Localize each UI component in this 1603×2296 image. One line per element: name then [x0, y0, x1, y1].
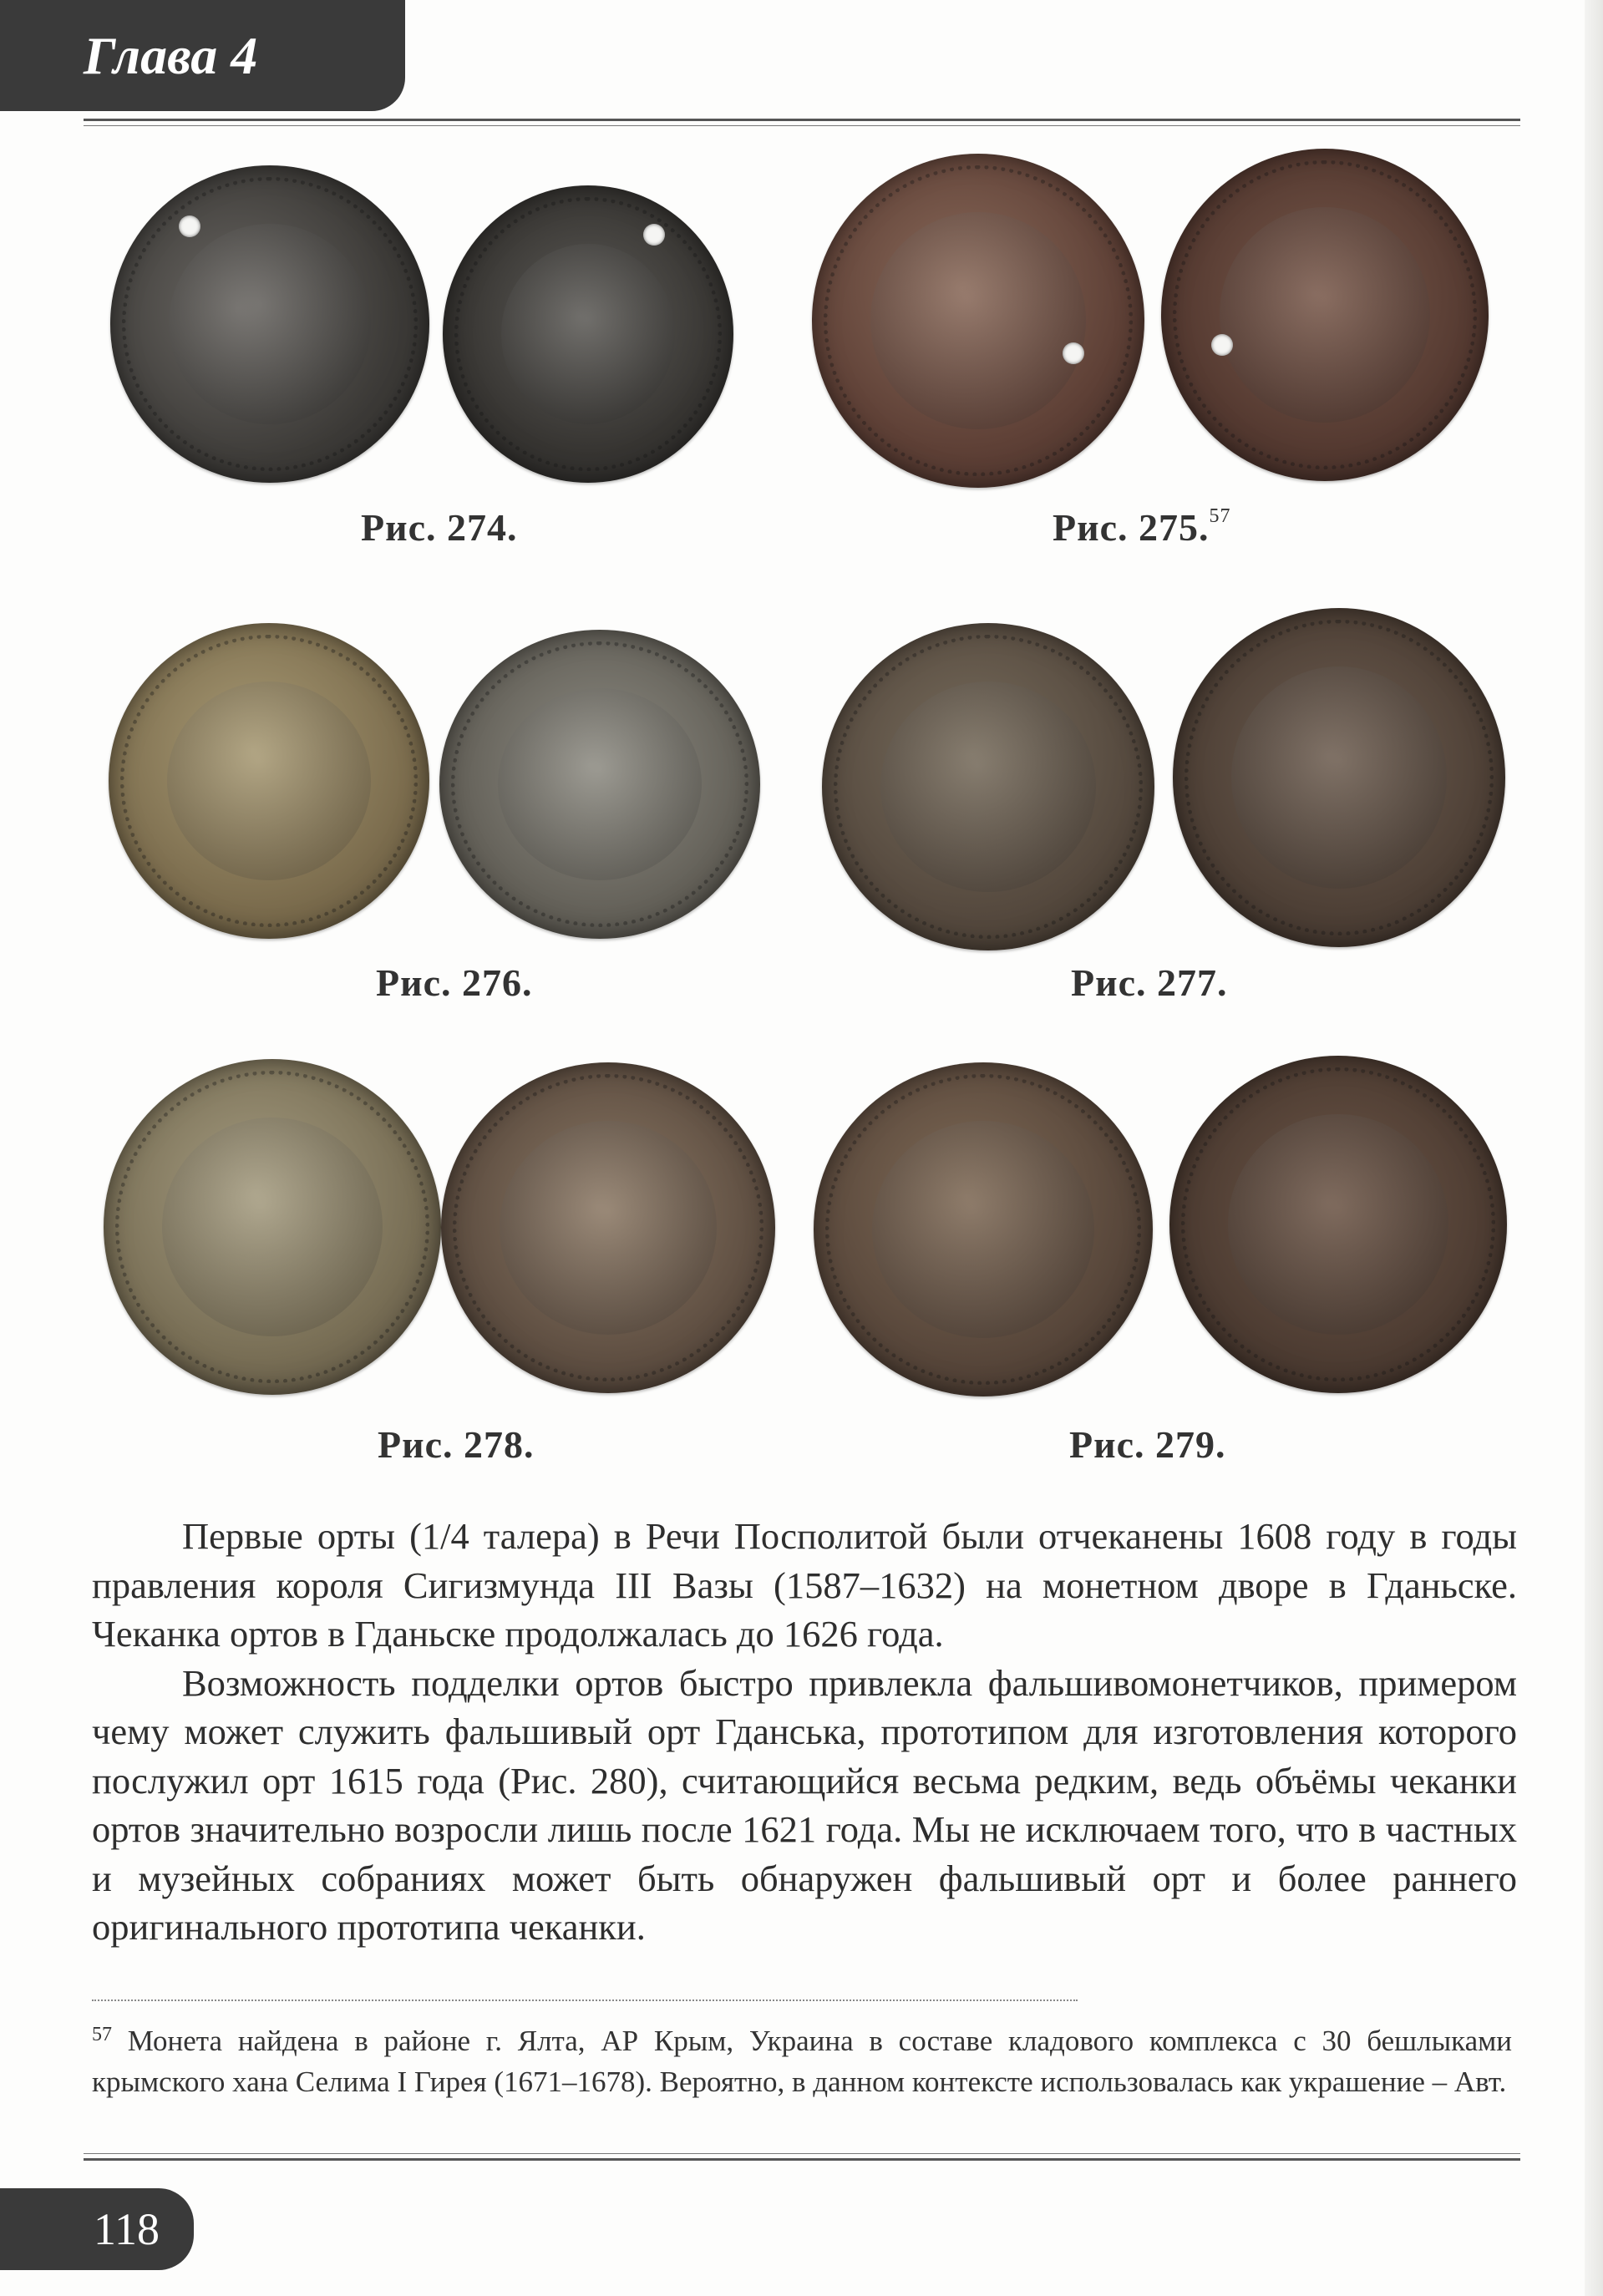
coin-reverse-image	[1173, 608, 1505, 947]
footer-rule-thin	[84, 2153, 1520, 2154]
coin-obverse-image	[822, 623, 1154, 950]
coin-reverse-image	[1161, 149, 1489, 481]
figure-caption: Рис. 276.	[376, 961, 533, 1004]
coin-reverse-image	[443, 185, 733, 483]
header-rule	[84, 119, 1520, 121]
chapter-heading: Глава 4	[0, 0, 405, 111]
coin-reverse-image	[441, 1062, 775, 1393]
paragraph: Первые орты (1/4 талера) в Речи Посполитой были отчеканены 1608 году в годы правления короля Сигизмунда III Вазы (1587–1632) на монетном дворе в Гданьске. Чеканка ортов в Гданьске продолжалась до 1626 года.	[92, 1515, 1517, 1655]
page-edge	[1585, 0, 1603, 2296]
coin-obverse-image	[104, 1059, 441, 1395]
figure-caption: Рис. 275.57	[1053, 505, 1231, 549]
body-text	[92, 1512, 1517, 1952]
footnote-separator	[92, 1999, 1078, 2001]
footnote-ref: 57	[1209, 505, 1231, 527]
coin-obverse-image	[814, 1062, 1153, 1396]
figure-caption: Рис. 278.	[378, 1423, 535, 1466]
coin-obverse-image	[109, 623, 429, 939]
figure-caption: Рис. 279.	[1069, 1423, 1226, 1466]
header-rule-thin	[84, 125, 1520, 126]
footer-rule	[84, 2158, 1520, 2161]
figure-caption: Рис. 277.	[1071, 961, 1228, 1004]
coin-obverse-image	[110, 165, 429, 483]
figure-caption: Рис. 274.	[361, 506, 518, 549]
coin-obverse-image	[812, 154, 1144, 488]
page-number: 118	[0, 2188, 194, 2270]
footnote	[92, 2015, 1512, 2102]
footnote-number: 57	[92, 2024, 112, 2045]
coin-reverse-image	[1169, 1056, 1507, 1393]
footnote-text: Монета найдена в районе г. Ялта, АР Крым, Украина в составе кладового комплекса с 30 бешлыками крымского хана Селима I Гирея (1671–1678). Вероятно, в данном контексте использовалась как украшение – Авт.	[92, 2025, 1512, 2098]
coin-reverse-image	[439, 630, 760, 939]
paragraph: Возможность подделки ортов быстро привлекла фальшивомонетчиков, примером чему может служить фальшивый орт Гданська, прототипом для изготовления которого послужил орт 1615 года (Рис. 280), считающийся весьма редким, ведь объёмы чеканки ортов значительно возросли лишь после 1621 года. Мы не исключаем того, что в частных и музейных собраниях может быть обнаружен фальшивый орт и более раннего оригинального прототипа чеканки.	[92, 1661, 1517, 1948]
